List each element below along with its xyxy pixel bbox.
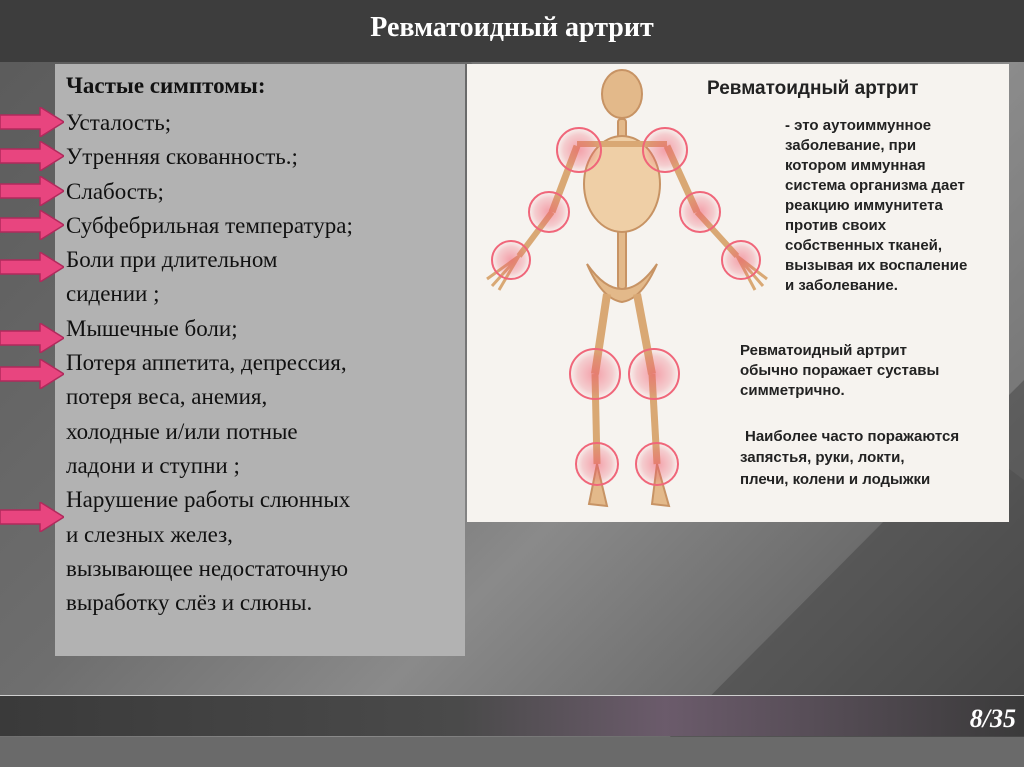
symptom-line: потеря веса, анемия, xyxy=(66,384,268,410)
definition-line: котором иммунная xyxy=(785,157,926,174)
symmetry-line: симметрично. xyxy=(740,382,845,399)
bullet-arrow-icon xyxy=(0,176,64,206)
symptom-line: Нарушение работы слюнных xyxy=(66,487,351,513)
symptom-line: ладони и ступни ; xyxy=(66,452,240,478)
definition-line: и заболевание. xyxy=(785,277,898,294)
symmetry-line: Ревматоидный артрит xyxy=(740,342,907,359)
symptom-line: холодные и/или потные xyxy=(66,418,298,444)
bullet-arrow-icon xyxy=(0,210,64,240)
definition-line: - это аутоиммунное xyxy=(785,117,932,134)
symptom-line: Потеря аппетита, депрессия, xyxy=(66,350,347,376)
skeleton-figure xyxy=(467,64,1009,522)
symptom-line: Боли при длительном xyxy=(66,247,278,273)
symptom-line: Слабость; xyxy=(66,178,164,204)
symptom-line: вызывающее недостаточную xyxy=(66,555,349,581)
definition-line: система организма дает xyxy=(785,177,965,194)
bullet-arrow-icon xyxy=(0,107,64,137)
skeleton-icon xyxy=(487,70,767,506)
joints-line: плечи, колени и лодыжки xyxy=(740,471,931,488)
footer-band xyxy=(0,696,1024,736)
bottom-band xyxy=(0,737,1024,767)
definition-line: против своих xyxy=(785,217,887,234)
bullet-arrow-icon xyxy=(0,252,64,282)
bullet-arrow-icon xyxy=(0,502,64,532)
symptom-line: Утренняя скованность.; xyxy=(66,144,298,170)
bullet-arrow-icon xyxy=(0,323,64,353)
symptom-line: Мышечные боли; xyxy=(66,315,238,341)
symptom-line: Усталость; xyxy=(66,110,172,135)
symptom-line: и слезных желез, xyxy=(66,521,233,547)
illustration-title: Ревматоидный артрит xyxy=(707,78,919,99)
joints-line: запястья, руки, локти, xyxy=(740,449,905,466)
slide-title: Ревматоидный артрит xyxy=(370,12,654,43)
definition-line: реакцию иммунитета xyxy=(785,197,943,214)
symptom-line: Субфебрильная температура; xyxy=(66,212,353,238)
symptom-line: выработку слёз и слюны. xyxy=(66,590,313,616)
bullet-arrow-icon xyxy=(0,359,64,389)
symptoms-heading: Частые симптомы: xyxy=(66,73,266,98)
joints-line: Наиболее часто поражаются xyxy=(745,428,960,445)
definition-line: собственных тканей, xyxy=(785,237,943,254)
definition-line: заболевание, при xyxy=(785,137,917,154)
definition-line: вызывая их воспаление xyxy=(785,257,968,274)
bullet-arrow-icon xyxy=(0,141,64,171)
symmetry-line: обычно поражает суставы xyxy=(740,362,940,379)
skeleton-illustration-panel xyxy=(467,64,1009,522)
page-number: 8/35 xyxy=(969,704,1016,733)
symptoms-list xyxy=(66,106,456,620)
symptom-line: сидении ; xyxy=(66,281,160,307)
